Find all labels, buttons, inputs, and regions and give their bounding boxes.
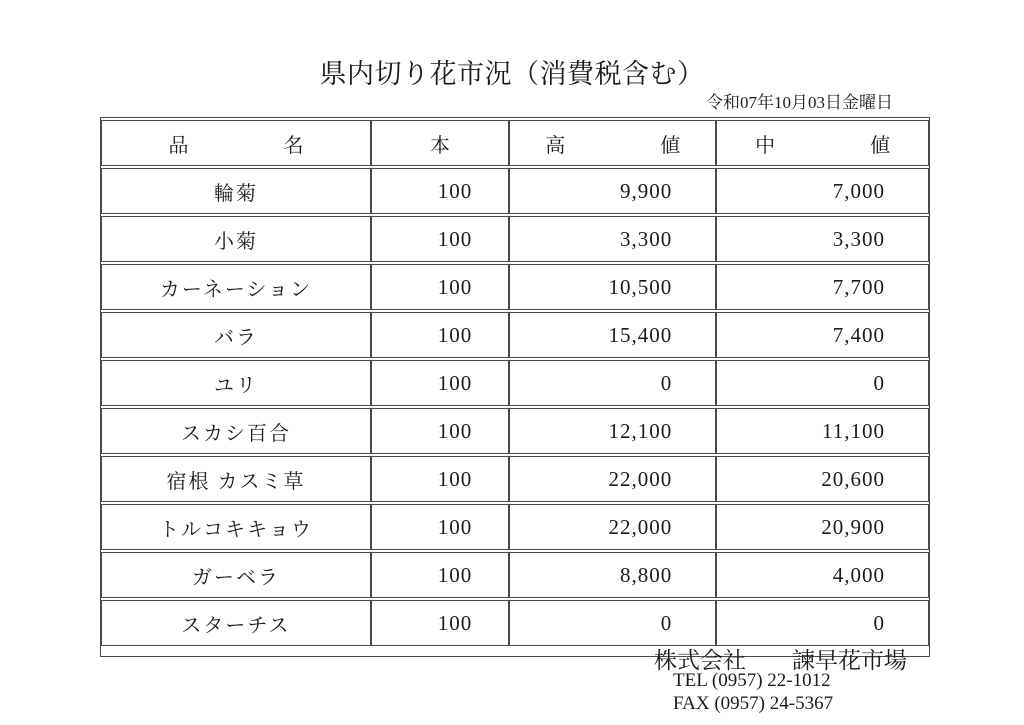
table-row: [101, 456, 929, 502]
table-row: [101, 312, 929, 358]
table-row: [101, 504, 929, 550]
column-header-label: [511, 129, 714, 158]
product-name-cell: ユリ: [101, 360, 371, 406]
mid-price-cell: 4,000: [716, 552, 929, 598]
quantity-cell: 100: [371, 600, 509, 646]
column-header-label: [103, 129, 369, 158]
table-row: [101, 408, 929, 454]
table-row: [101, 552, 929, 598]
header-text-part: 値: [870, 134, 891, 157]
product-name-cell: バラ: [101, 312, 371, 358]
quantity-cell: 100: [371, 456, 509, 502]
high-price-cell: 0: [509, 360, 716, 406]
table-row: [101, 168, 929, 214]
mid-price-cell: 20,600: [716, 456, 929, 502]
mid-price-cell: 3,300: [716, 216, 929, 262]
quantity-cell: 100: [371, 168, 509, 214]
mid-price-cell: 0: [716, 360, 929, 406]
table-row: [101, 360, 929, 406]
header-text-part: 品: [168, 134, 189, 157]
product-name-cell: 輪菊: [101, 168, 371, 214]
quantity-cell: 100: [371, 216, 509, 262]
column-header-mid: [716, 120, 929, 166]
market-price-table-wrap: [100, 117, 930, 657]
company-tel: TEL (0957) 22-1012: [673, 670, 831, 691]
table-row: [101, 216, 929, 262]
quantity-cell: 100: [371, 264, 509, 310]
product-name-cell: カーネーション: [101, 264, 371, 310]
column-header-name: [101, 120, 371, 166]
high-price-cell: 8,800: [509, 552, 716, 598]
header-text-part: 値: [660, 134, 681, 157]
header-text-part: 本: [430, 134, 451, 157]
product-name-cell: スカシ百合: [101, 408, 371, 454]
header-text-part: 中: [755, 134, 776, 157]
high-price-cell: 22,000: [509, 504, 716, 550]
column-header-qty: [371, 120, 509, 166]
mid-price-cell: 7,400: [716, 312, 929, 358]
column-header-high: [509, 120, 716, 166]
page-title: 県内切り花市況（消費税含む）: [319, 59, 705, 89]
market-price-table: [100, 117, 930, 657]
table-header-row: [101, 120, 929, 166]
report-date: 令和07年10月03日金曜日: [706, 93, 893, 112]
quantity-cell: 100: [371, 360, 509, 406]
product-name-cell: 小菊: [101, 216, 371, 262]
mid-price-cell: 11,100: [716, 408, 929, 454]
quantity-cell: 100: [371, 552, 509, 598]
high-price-cell: 22,000: [509, 456, 716, 502]
high-price-cell: 3,300: [509, 216, 716, 262]
mid-price-cell: 7,000: [716, 168, 929, 214]
product-name-cell: トルコキキョウ: [101, 504, 371, 550]
high-price-cell: 12,100: [509, 408, 716, 454]
quantity-cell: 100: [371, 408, 509, 454]
high-price-cell: 10,500: [509, 264, 716, 310]
column-header-label: [718, 129, 927, 158]
company-name: 株式会社 諫早花市場: [654, 648, 907, 673]
header-text-part: 高: [545, 134, 566, 157]
table-row: [101, 600, 929, 646]
high-price-cell: 9,900: [509, 168, 716, 214]
mid-price-cell: 20,900: [716, 504, 929, 550]
mid-price-cell: 7,700: [716, 264, 929, 310]
table-body: [101, 168, 929, 646]
product-name-cell: スターチス: [101, 600, 371, 646]
header-text-part: 名: [283, 134, 304, 157]
company-fax: FAX (0957) 24-5367: [673, 693, 834, 714]
table-row: [101, 264, 929, 310]
quantity-cell: 100: [371, 312, 509, 358]
high-price-cell: 15,400: [509, 312, 716, 358]
product-name-cell: 宿根 カスミ草: [101, 456, 371, 502]
column-header-label: [373, 129, 507, 158]
product-name-cell: ガーベラ: [101, 552, 371, 598]
quantity-cell: 100: [371, 504, 509, 550]
high-price-cell: 0: [509, 600, 716, 646]
mid-price-cell: 0: [716, 600, 929, 646]
